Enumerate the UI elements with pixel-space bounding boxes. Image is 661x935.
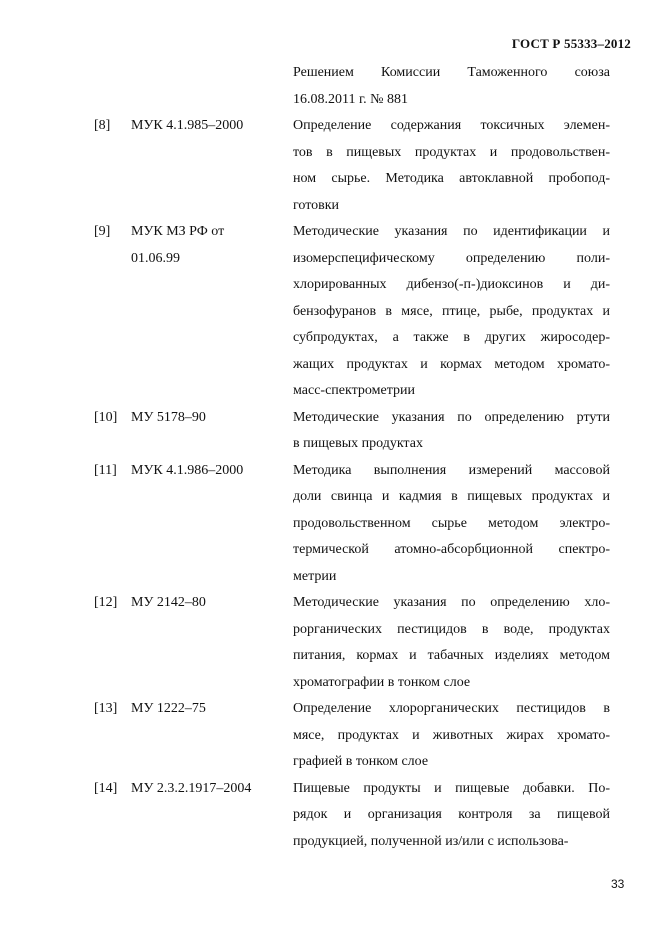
document-header: ГОСТ Р 55333–2012	[511, 36, 631, 51]
reference-description-line: Определение хлорорганических пестицидов в	[293, 701, 610, 716]
reference-code-line: МУК 4.1.986–2000	[131, 462, 244, 478]
reference-number: [10]	[94, 409, 118, 425]
reference-description-line: рорганических пестицидов в воде, продуктах	[293, 621, 610, 637]
reference-code	[131, 113, 293, 140]
reference-code-line: МУК 4.1.985–2000	[131, 118, 244, 133]
reference-entry	[94, 590, 610, 696]
reference-entry	[94, 776, 610, 856]
reference-description-line: Пищевые продукты и пищевые добавки. По-	[293, 780, 610, 796]
reference-code	[131, 590, 293, 617]
reference-description-line: доли свинца и кадмия в пищевых продуктах и	[293, 489, 610, 504]
reference-description-line: Определение содержания токсичных элемен-	[293, 118, 610, 133]
page-number: 33	[611, 877, 625, 891]
reference-description	[293, 590, 610, 696]
reference-description-line: метрии	[293, 568, 337, 584]
reference-description-line: Методика выполнения измерений массовой	[293, 462, 610, 478]
reference-description-line: ном сырье. Методика автоклавной пробопод-	[293, 171, 610, 186]
reference-description-line: масс-спектрометрии	[293, 383, 415, 398]
reference-entry	[94, 696, 610, 776]
reference-code-line: МУ 1222–75	[131, 701, 206, 716]
reference-description	[293, 458, 610, 591]
reference-entry	[94, 219, 610, 405]
reference-code-line: МУК МЗ РФ от	[131, 224, 225, 239]
reference-description-line: рядок и организация контроля за пищевой	[293, 807, 610, 822]
reference-code	[131, 458, 293, 485]
reference-description-line: 16.08.2011 г. № 881	[293, 91, 409, 107]
reference-description-line: графией в тонком слое	[293, 754, 429, 769]
reference-code-line: 01.06.99	[131, 250, 180, 266]
reference-description-line: изомерспецифическому определению поли-	[293, 250, 610, 266]
reference-description-line: Методические указания по определению хло-	[293, 595, 610, 610]
reference-code	[131, 696, 293, 723]
reference-description	[293, 113, 610, 219]
reference-description	[293, 60, 610, 113]
reference-description-line: мясе, продуктах и животных жирах хромато-	[293, 727, 610, 743]
reference-number: [13]	[94, 701, 118, 716]
reference-description	[293, 776, 610, 856]
reference-entry	[94, 458, 610, 591]
reference-description-line: хлорированных дибензо(-п-)диоксинов и ди-	[293, 277, 610, 292]
reference-number: [11]	[94, 462, 117, 478]
reference-code	[131, 405, 293, 432]
reference-number: [9]	[94, 224, 111, 239]
reference-description-line: Решением Комиссии Таможенного союза	[293, 65, 610, 80]
reference-description-line: Методические указания по определению ртути	[293, 409, 610, 425]
reference-number: [8]	[94, 118, 111, 133]
reference-code	[131, 776, 293, 803]
reference-code-line: МУ 2142–80	[131, 595, 206, 610]
bibliography-list	[94, 60, 610, 855]
reference-description-line: питания, кормах и табачных изделиях методом	[293, 648, 610, 663]
reference-number: [14]	[94, 780, 118, 796]
reference-entry	[94, 405, 610, 458]
reference-description	[293, 696, 610, 776]
reference-description-line: термической атомно-абсорбционной спектро-	[293, 542, 610, 557]
reference-description-line: в пищевых продуктах	[293, 436, 423, 451]
reference-description-line: субпродуктах, а также в других жиросодер-	[293, 330, 610, 345]
reference-description-line: бензофуранов в мясе, птице, рыбе, продуктах и	[293, 303, 610, 319]
reference-description	[293, 219, 610, 405]
reference-description-line: тов в пищевых продуктах и продовольствен-	[293, 144, 610, 160]
reference-code-line: МУ 5178–90	[131, 409, 206, 425]
reference-description-line: готовки	[293, 197, 340, 213]
reference-description-line: продовольственном сырье методом электро-	[293, 515, 610, 531]
reference-description-line: жащих продуктах и кормах методом хромато-	[293, 356, 610, 372]
reference-entry	[94, 113, 610, 219]
reference-code	[131, 219, 293, 272]
reference-entry	[94, 60, 610, 113]
reference-description-line: хроматографии в тонком слое	[293, 674, 471, 690]
reference-description-line: Методические указания по идентификации и	[293, 224, 610, 239]
reference-description	[293, 405, 610, 458]
reference-number: [12]	[94, 595, 118, 610]
reference-description-line: продукцией, полученной из/или с использова-	[293, 833, 569, 849]
reference-code-line: МУ 2.3.2.1917–2004	[131, 780, 252, 796]
